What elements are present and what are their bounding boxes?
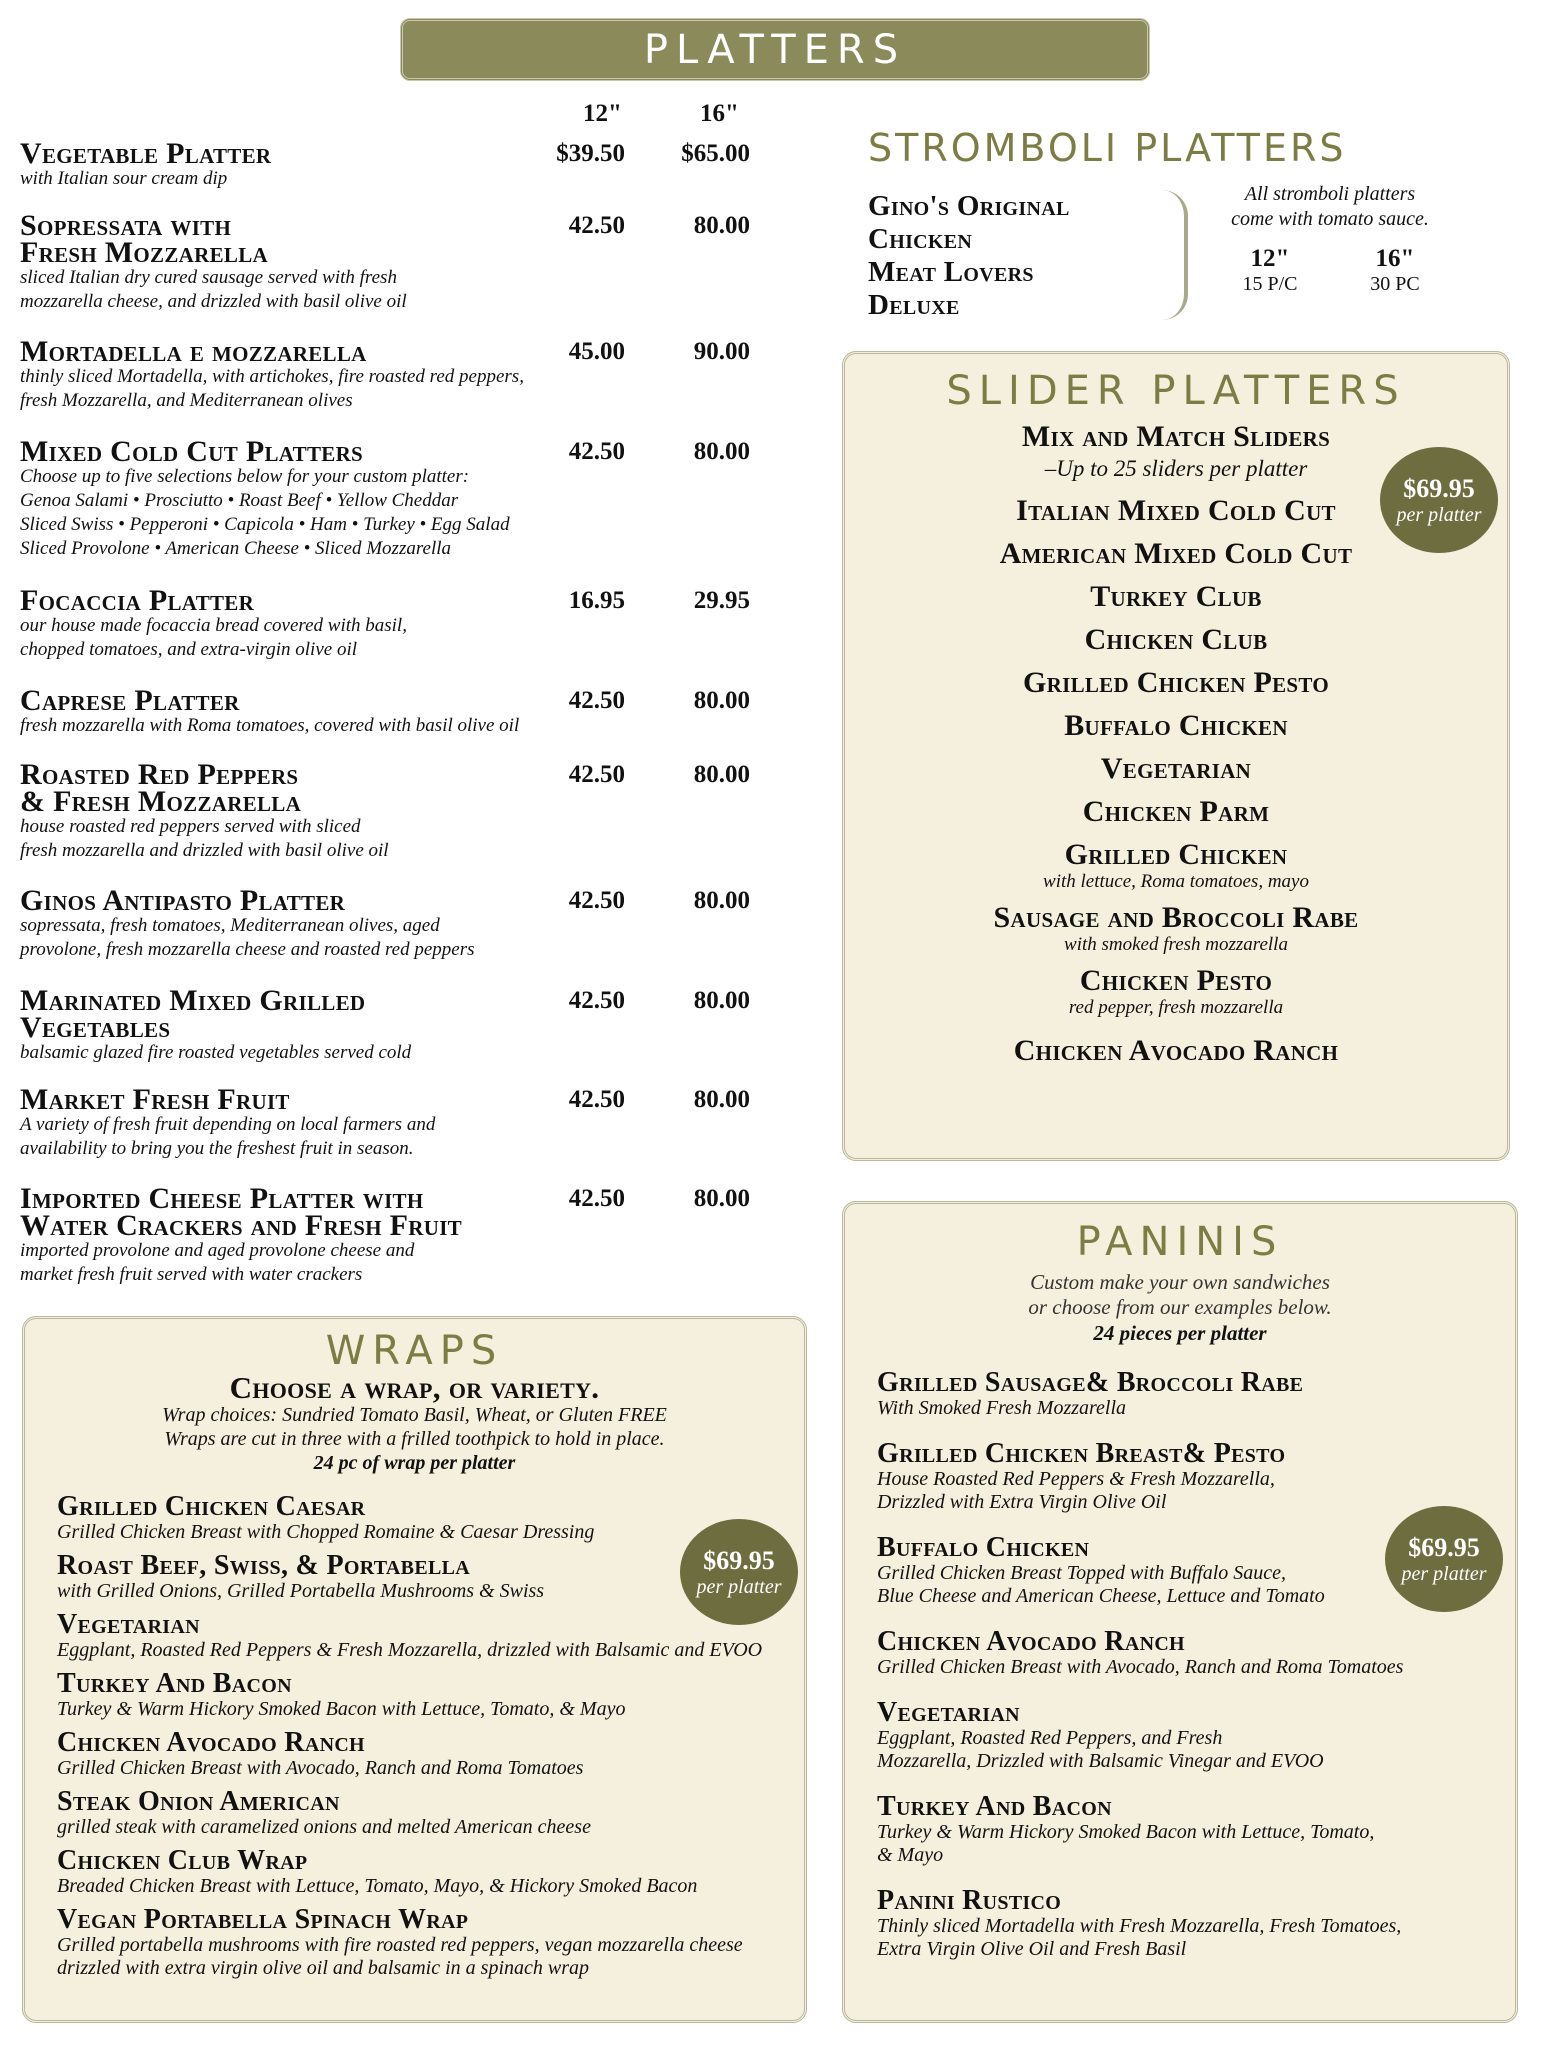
price-12in: 42.50 [568,887,625,914]
paninis-note: Custom make your own sandwiches [1030,1270,1330,1294]
item-description: sliced Italian dry cured sausage served with fresh [20,267,397,288]
stromboli-size-12 [1225,245,1315,296]
price-16in: 80.00 [693,761,750,788]
price-16in: $65.00 [681,140,750,167]
item-name: Focaccia Platter [20,584,255,617]
item-description: sopressata, fresh tomatoes, Mediterranean olives, aged [20,915,440,936]
wraps-item [57,1493,804,1544]
paninis-title: PANINIS [1076,1219,1284,1265]
slider-item: American Mixed Cold Cut [999,537,1353,570]
item-name: Sopressata with [20,209,232,242]
slider-item-description: red pepper, fresh mozzarella [1068,997,1284,1018]
slider-item: Chicken Pesto [1079,964,1273,997]
wraps-item [57,1906,804,1980]
item-name: Turkey And Bacon [877,1791,1112,1822]
stromboli-item: Gino's Original [868,190,1070,222]
stromboli-title: STROMBOLI PLATTERS [868,126,1347,170]
price-16in: 80.00 [693,1185,750,1212]
slider-item: Chicken Avocado Ranch [1013,1034,1339,1067]
item-description: Drizzled with Extra Virgin Olive Oil [877,1491,1167,1513]
slider-item: Chicken Club [1084,623,1268,656]
slider-item-description: with lettuce, Roma tomatoes, mayo [1043,871,1309,892]
price-16in: 29.95 [693,587,750,614]
stromboli-item: Chicken [868,223,973,255]
platter-item [20,884,780,962]
platter-item [20,137,780,191]
price-12in: 16.95 [568,587,625,614]
platter-item [20,335,780,413]
item-description: Grilled Chicken Breast Topped with Buffalo Sauce, [877,1562,1287,1584]
item-name: & Fresh Mozzarella [20,785,302,818]
item-name: Roasted Red Peppers [20,758,299,791]
item-name: Grilled Chicken Caesar [57,1491,366,1522]
item-name: Fresh Mozzarella [20,236,268,269]
item-name: Ginos Antipasto Platter [20,884,346,917]
paninis-item [877,1699,1515,1773]
item-description: Grilled Chicken Breast with Chopped Romaine & Caesar Dressing [57,1521,595,1543]
item-name: Chicken Avocado Ranch [57,1727,365,1758]
wraps-item [57,1729,804,1780]
item-description: Turkey & Warm Hickory Smoked Bacon with Lettuce, Tomato, [877,1821,1375,1843]
price-unit: per platter [696,1575,782,1598]
item-description: Turkey & Warm Hickory Smoked Bacon with Lettuce, Tomato, & Mayo [57,1698,626,1720]
wraps-count: 24 pc of wrap per platter [313,1452,516,1474]
item-name: Mixed Cold Cut Platters [20,435,364,468]
slider-subtitle: Mix and Match Sliders [1021,420,1331,453]
paninis-item [877,1887,1515,1961]
slider-item: Grilled Chicken Pesto [1023,666,1329,699]
paninis-note: or choose from our examples below. [1028,1295,1332,1319]
wraps-box [22,1316,807,2023]
platter-item [20,684,780,738]
stromboli-item: Meat Lovers [868,256,1034,288]
item-description: A variety of fresh fruit depending on local farmers and [20,1114,436,1135]
page-title: PLATTERS [643,26,907,73]
paninis-list [845,1369,1515,1961]
stromboli-size-16 [1350,245,1440,296]
item-description: mozzarella cheese, and drizzled with basil olive oil [20,291,407,312]
slider-item: Grilled Chicken [1064,838,1288,871]
item-description: House Roasted Red Peppers & Fresh Mozzarella, [877,1468,1275,1490]
item-description: Grilled Chicken Breast with Avocado, Ranch and Roma Tomatoes [877,1656,1404,1678]
price: $69.95 [703,1545,775,1575]
item-description: Extra Virgin Olive Oil and Fresh Basil [877,1938,1187,1960]
size-label: 16" [1375,245,1415,272]
price-12in: 42.50 [568,1185,625,1212]
item-description: Thinly sliced Mortadella with Fresh Mozzarella, Fresh Tomatoes, [877,1915,1402,1937]
size-header-12: 12" [583,100,622,127]
item-description: Genoa Salami • Prosciutto • Roast Beef • Yellow Cheddar [20,490,459,511]
note-line: come with tomato sauce. [1231,208,1429,230]
wraps-title: WRAPS [325,1328,504,1374]
wraps-note: Wrap choices: Sundried Tomato Basil, Wheat, or Gluten FREE [162,1404,667,1426]
item-description: chopped tomatoes, and extra-virgin olive oil [20,639,357,660]
item-name: Steak Onion American [57,1786,340,1817]
wraps-item [57,1670,804,1721]
item-name: Vegetable Platter [20,137,272,170]
paninis-item [877,1628,1515,1679]
platter-item [20,1182,780,1287]
item-description: Sliced Provolone • American Cheese • Sliced Mozzarella [20,538,452,559]
item-description: with Italian sour cream dip [20,168,228,189]
item-name: Mortadella e mozzarella [20,335,367,368]
item-description: market fresh fruit served with water crackers [20,1264,363,1285]
note-line: All stromboli platters [1244,183,1416,205]
item-description: & Mayo [877,1844,944,1866]
price-16in: 80.00 [693,887,750,914]
price-12in: 42.50 [568,438,625,465]
price-unit: per platter [1401,1562,1487,1585]
platter-item [20,1083,780,1161]
item-name: Vegetarian [57,1609,200,1640]
item-description: grilled steak with caramelized onions and melted American cheese [57,1816,591,1838]
price: $69.95 [1403,473,1475,503]
item-description: Sliced Swiss • Pepperoni • Capicola • Ham • Turkey • Egg Salad [20,514,510,535]
item-name: Grilled Chicken Breast& Pesto [877,1438,1286,1469]
price-16in: 80.00 [693,212,750,239]
item-name: Panini Rustico [877,1885,1062,1916]
wraps-note: Wraps are cut in three with a frilled toothpick to hold in place. [164,1428,665,1450]
item-description: Eggplant, Roasted Red Peppers & Fresh Mozzarella, drizzled with Balsamic and EVOO [57,1639,763,1661]
price-badge [1385,1506,1503,1612]
item-description: fresh mozzarella and drizzled with basil olive oil [20,840,389,861]
item-description: availability to bring you the freshest fruit in season. [20,1138,414,1159]
price-16in: 80.00 [693,1086,750,1113]
paninis-count: 24 pieces per platter [1093,1321,1267,1345]
price-12in: 42.50 [568,761,625,788]
price-12in: 42.50 [568,212,625,239]
size-header-16: 16" [700,100,739,127]
piece-count: 30 PC [1370,273,1420,295]
paninis-item [877,1440,1515,1514]
item-description: house roasted red peppers served with sliced [20,816,361,837]
item-name: Vegetables [20,1011,171,1044]
piece-count: 15 P/C [1242,273,1298,295]
paninis-box [842,1201,1518,2023]
wraps-subtitle: Choose a wrap, or variety. [229,1370,600,1405]
item-description: with Grilled Onions, Grilled Portabella Mushrooms & Swiss [57,1580,545,1602]
item-description: Blue Cheese and American Cheese, Lettuce and Tomato [877,1585,1325,1607]
slider-item: Italian Mixed Cold Cut [1016,494,1336,527]
price-12in: $39.50 [556,140,625,167]
size-label: 12" [1250,245,1290,272]
item-description: Grilled portabella mushrooms with fire roasted red peppers, vegan mozzarella cheese [57,1934,743,1956]
item-description: drizzled with extra virgin olive oil and balsamic in a spinach wrap [57,1957,590,1979]
item-name: Chicken Club Wrap [57,1845,308,1876]
item-description: Grilled Chicken Breast with Avocado, Ranch and Roma Tomatoes [57,1757,584,1779]
item-description: Choose up to five selections below for your custom platter: [20,466,470,487]
stromboli-item: Deluxe [868,289,960,321]
item-name: Roast Beef, Swiss, & Portabella [57,1550,470,1581]
slider-item: Vegetarian [1100,752,1252,785]
item-name: Vegan Portabella Spinach Wrap [57,1904,469,1935]
item-description: thinly sliced Mortadella, with artichokes, fire roasted red peppers, [20,366,524,387]
stromboli-note [1210,182,1450,232]
platter-item [20,435,780,561]
price-12in: 42.50 [568,987,625,1014]
price: $69.95 [1408,1532,1480,1562]
price-12in: 45.00 [568,338,625,365]
item-name: Marinated Mixed Grilled [20,984,366,1017]
stromboli-list [868,190,1070,322]
item-name: Market Fresh Fruit [20,1083,290,1116]
platters-banner [400,18,1150,81]
platter-item [20,758,780,863]
price-16in: 80.00 [693,987,750,1014]
item-name: Buffalo Chicken [877,1532,1090,1563]
item-name: Vegetarian [877,1697,1020,1728]
platter-item [20,984,780,1065]
slider-platters-box [842,351,1510,1161]
item-description: Mozzarella, Drizzled with Balsamic Vinegar and EVOO [877,1750,1324,1772]
wraps-item [57,1847,804,1898]
slider-item: Turkey Club [1090,580,1262,613]
slider-item: Sausage and Broccoli Rabe [993,901,1359,934]
price-unit: per platter [1396,503,1482,526]
item-description: With Smoked Fresh Mozzarella [877,1397,1127,1419]
slider-item: Buffalo Chicken [1064,709,1288,742]
item-description: our house made focaccia bread covered with basil, [20,615,407,636]
item-name: Caprese Platter [20,684,240,717]
item-name: Grilled Sausage& Broccoli Rabe [877,1367,1304,1398]
slider-note: –Up to 25 sliders per platter [1044,456,1308,481]
slider-item: Chicken Parm [1082,795,1270,828]
platter-item [20,584,780,662]
slider-list [845,494,1507,1068]
item-description: balsamic glazed fire roasted vegetables served cold [20,1042,412,1063]
price-badge [680,1519,798,1625]
item-description: fresh mozzarella with Roma tomatoes, covered with basil olive oil [20,715,520,736]
item-description: imported provolone and aged provolone cheese and [20,1240,415,1261]
brace-decoration [1162,190,1188,320]
price-16in: 80.00 [693,687,750,714]
price-12in: 42.50 [568,1086,625,1113]
wraps-item [57,1788,804,1839]
item-name: Imported Cheese Platter with [20,1182,424,1215]
item-description: fresh Mozzarella, and Mediterranean olives [20,390,353,411]
slider-item-description: with smoked fresh mozzarella [1064,934,1288,955]
item-description: Eggplant, Roasted Red Peppers, and Fresh [877,1727,1223,1749]
item-description: provolone, fresh mozzarella cheese and roasted red peppers [20,939,475,960]
paninis-item [877,1369,1515,1420]
item-description: Breaded Chicken Breast with Lettuce, Tomato, Mayo, & Hickory Smoked Bacon [57,1875,698,1897]
price-12in: 42.50 [568,687,625,714]
price-badge [1380,447,1498,553]
platter-item [20,209,780,314]
item-name: Turkey And Bacon [57,1668,292,1699]
wraps-item [57,1611,804,1662]
slider-title: SLIDER PLATTERS [946,368,1406,414]
item-name: Water Crackers and Fresh Fruit [20,1209,462,1242]
price-16in: 90.00 [693,338,750,365]
paninis-item [877,1793,1515,1867]
item-name: Chicken Avocado Ranch [877,1626,1185,1657]
price-16in: 80.00 [693,438,750,465]
